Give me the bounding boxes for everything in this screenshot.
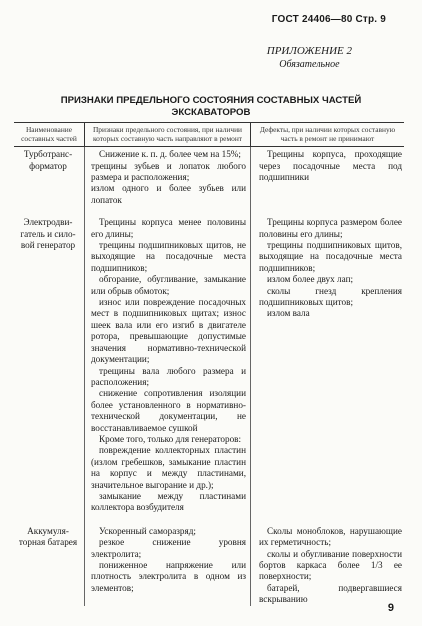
defect-item: трещины подшипниковых щитов, выходящие на посадочные места подшипников; [259, 240, 402, 273]
table-row-criteria [84, 215, 250, 514]
defect-item: излом вала [267, 308, 310, 319]
criteria-item: Ускоренный саморазряд; [99, 525, 196, 536]
header-criteria: Признаки предельного состояния, при наличии которых составную часть направляют в ремонт [84, 123, 250, 146]
appendix-block [267, 45, 352, 71]
criteria-item: замыкание между пластинами коллектора возбудителя [91, 490, 246, 513]
defect-item: Трещины корпуса размером более половины его длины; [259, 217, 402, 239]
criteria-item: снижение сопротивления изоляции более установленного в нормативно-технической документации, не восстанавливаемое сушкой [91, 388, 246, 433]
gost-header: ГОСТ 24406—80 Стр. 9 [271, 14, 386, 25]
criteria-item: трещины вала любого размера и расположения; [91, 365, 246, 387]
criteria-item: повреждение коллекторных пластин (излом гребешков, замыкание пластин на корпус и между пластинами, значительное выгорание и др.); [91, 445, 246, 490]
criteria-item: пониженное напряжение или плотность электролита в одном из элементов; [91, 560, 246, 593]
table-row-defects [250, 147, 404, 206]
criteria-item: износ или повреждение посадочных мест в подшипниковых щитах; износ шеек вала или его изгиб в двигателе ротора, превышающие допустимые значения нормативно-технической документации; [91, 297, 246, 365]
component-name-line: гатель и сило- [20, 228, 76, 239]
component-name-line: торная батарея [18, 537, 78, 548]
page-number: 9 [387, 602, 394, 614]
table-row-criteria [84, 524, 250, 606]
table-row-criteria [84, 147, 250, 206]
defect-item: Сколы моноблоков, нарушающие их герметичность; [259, 525, 402, 548]
component-name-line: Аккумуля- [27, 525, 69, 536]
table-row-defects [250, 524, 404, 606]
criteria-item: трещины подшипниковых щитов, не выходящие на посадочные места подшипников; [91, 240, 246, 273]
component-name-line: Электродви- [23, 217, 73, 228]
defect-item: сколы гнезд крепления подшипниковых щитов; [259, 285, 402, 308]
table-body [14, 147, 404, 605]
component-name-line: вой генератор [20, 240, 76, 251]
component-name-line: форматор [29, 160, 67, 171]
header-defects: Дефекты, при наличии которых составную часть в ремонт не принимают [250, 123, 404, 146]
criteria-item: обгорание, обугливание, замыкание или обрыв обмоток; [91, 274, 246, 296]
table-row-component [14, 524, 84, 606]
criteria-item: излом одного и более зубьев или лопаток [91, 183, 246, 205]
document-title-line2: ЭКСКАВАТОРОВ [171, 107, 251, 118]
defect-item: Трещины корпуса, проходящие через посадочные места под подшипники [259, 149, 402, 182]
criteria-item: Снижение к. п. д. более чем на 15%; [99, 149, 241, 160]
header-component: Наименование составных частей [21, 125, 77, 143]
criteria-item: резкое снижение уровня электролита; [91, 537, 246, 559]
document-title [0, 95, 422, 119]
table-row-component [14, 215, 84, 514]
table-header [14, 122, 404, 147]
appendix-title: ПРИЛОЖЕНИЕ 2 [266, 45, 352, 57]
criteria-item: Трещины корпуса менее половины его длины; [91, 217, 246, 239]
table-row-defects [250, 215, 404, 514]
criteria-item: Кроме того, только для генераторов: [99, 433, 242, 444]
component-name-line: Турботранс- [23, 149, 73, 160]
criteria-item: трещины зубьев и лопаток любого размера и расположения; [91, 160, 246, 182]
appendix-subtitle: Обязательное [279, 59, 340, 70]
defects-table [14, 122, 404, 606]
document-title-line1: ПРИЗНАКИ ПРЕДЕЛЬНОГО СОСТОЯНИЯ СОСТАВНЫХ ЧАСТЕЙ [60, 95, 362, 106]
table-row-component [14, 147, 84, 206]
defect-item: батарей, подвергавшиеся вскрыванию [259, 582, 402, 605]
defect-item: сколы и обугливание поверхности бортов каркаса более 1/3 ее поверхности; [259, 548, 402, 582]
defect-item: излом более двух лап; [267, 274, 354, 285]
